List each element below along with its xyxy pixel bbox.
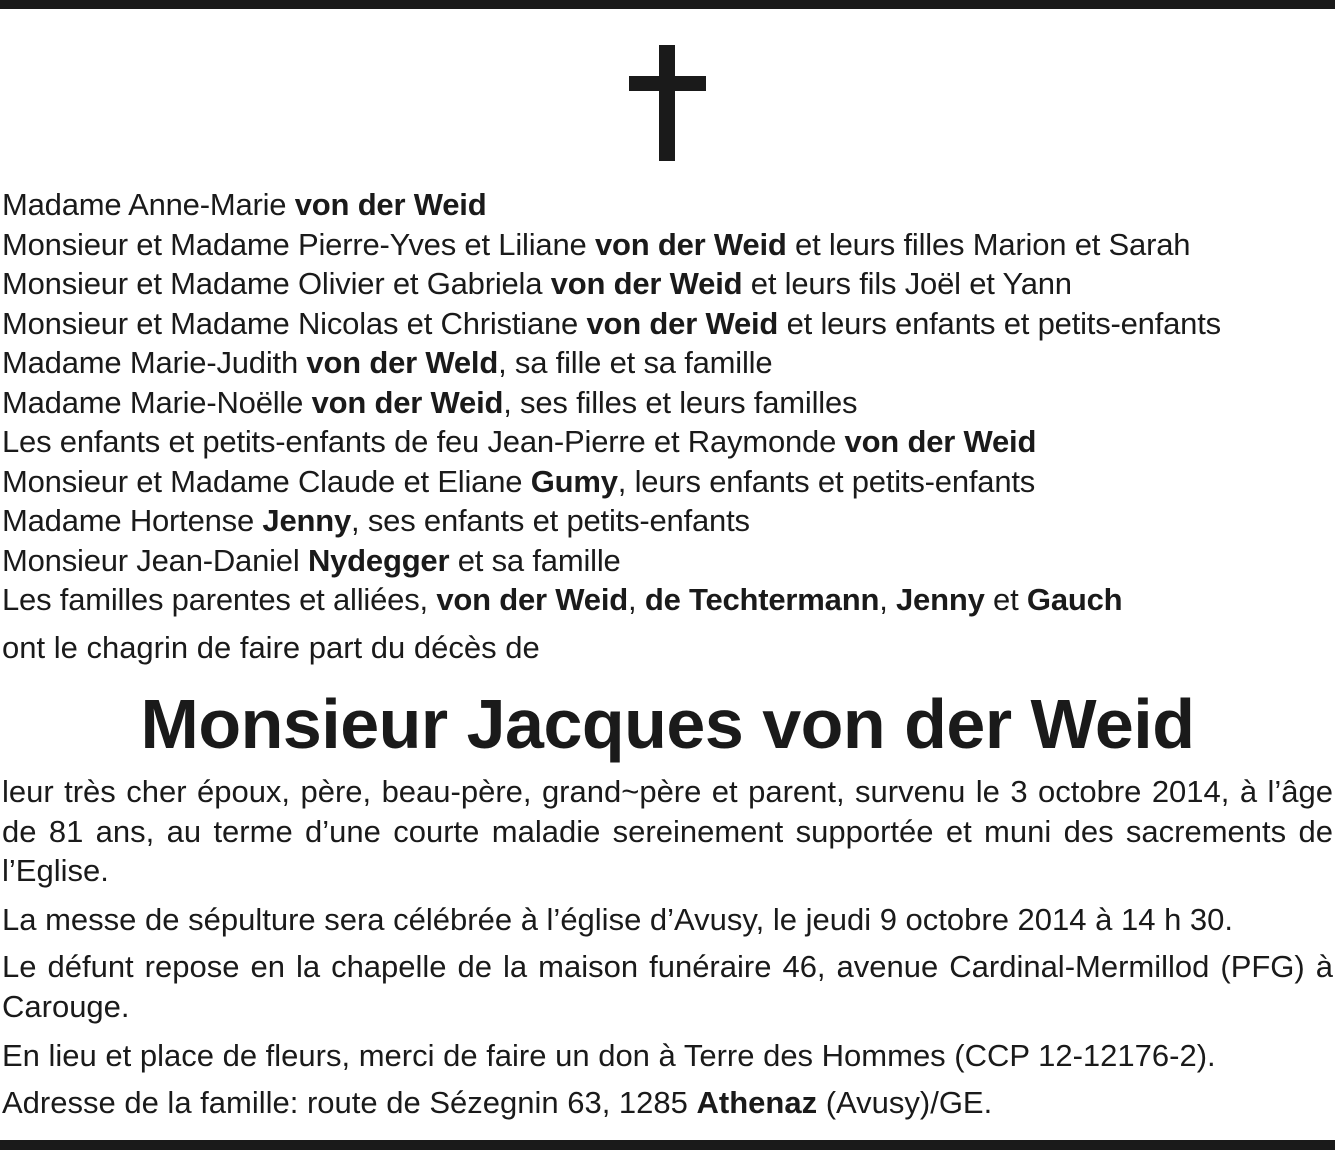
announcement-intro: ont le chagrin de faire part du décès de <box>2 630 540 665</box>
mourner-text: Les enfants et petits-enfants de feu Jean-Pierre et Raymonde <box>2 424 845 459</box>
address-town: Athenaz <box>696 1085 818 1120</box>
families-line <box>2 580 1335 620</box>
latin-cross-icon <box>629 45 706 161</box>
mourner-family-name: von der Weid <box>586 305 779 341</box>
top-border-rule <box>0 0 1335 9</box>
mourner-family-name: von der Weid <box>311 384 504 420</box>
mourner-line <box>2 264 1335 304</box>
mourner-text: Madame Marie-Noëlle <box>2 384 312 420</box>
mourner-text: et sa famille <box>449 542 621 578</box>
mourner-text: Monsieur et Madame Olivier et Gabriela <box>2 266 551 301</box>
mourner-text: Monsieur Jean-Daniel <box>2 542 308 578</box>
mourner-line <box>2 541 1335 581</box>
mourner-line <box>2 383 1335 423</box>
families-separator: , <box>879 582 897 617</box>
mourner-line <box>2 304 1335 344</box>
family-name-gauch: Gauch <box>1026 582 1123 617</box>
mourner-family-name: Nydegger <box>307 542 450 578</box>
families-text: Les familles parentes et alliées, <box>2 582 437 617</box>
mourner-family-name: Gumy <box>530 463 618 499</box>
mourner-line <box>2 501 1335 541</box>
mourner-text: Madame Anne-Marie <box>2 187 295 222</box>
mourner-family-name: von der Weld <box>306 345 499 380</box>
donation-paragraph: En lieu et place de fleurs, merci de faire un don à Terre des Hommes (CCP 12-12176-2). <box>2 1038 1216 1073</box>
mourner-text: , sa fille et sa famille <box>498 345 773 380</box>
viewing-location-paragraph: Le défunt repose en la chapelle de la maison funéraire 46, avenue Cardinal-Mermillod (PFG) à Carouge. <box>2 949 1333 1024</box>
mourner-text: Monsieur et Madame Nicolas et Christiane <box>2 305 587 341</box>
mourner-text: , ses filles et leurs familles <box>503 384 858 420</box>
mourner-line <box>2 225 1335 265</box>
funeral-mass-paragraph: La messe de sépulture sera célébrée à l’église d’Avusy, le jeudi 9 octobre 2014 à 14 h 30. <box>2 902 1234 937</box>
deceased-name-heading: Monsieur Jacques von der Weid <box>140 685 1195 763</box>
address-text: (Avusy)/GE. <box>817 1085 993 1120</box>
mourner-text: , leurs enfants et petits-enfants <box>617 463 1036 499</box>
mourner-text: Madame Hortense <box>2 503 263 538</box>
mourner-family-name: von der Weid <box>550 266 743 301</box>
mourner-text: Monsieur et Madame Pierre-Yves et Liliane <box>2 226 595 262</box>
mourner-family-name: Jenny <box>262 503 352 538</box>
mourner-line <box>2 343 1335 383</box>
cross-vertical-bar <box>659 45 675 161</box>
mourner-text: , ses enfants et petits-enfants <box>351 503 750 538</box>
family-name-von-der-weid: von der Weid <box>436 582 628 617</box>
relation-paragraph: leur très cher époux, père, beau-père, grand~père et parent, survenu le 3 octobre 2014, à l’âge de 81 ans, au terme d’une courte maladie sereinement supportée et muni des sacrements de l’Eglise. <box>2 774 1333 888</box>
family-address-paragraph <box>2 1083 1333 1123</box>
mourner-line <box>2 462 1335 502</box>
mourner-text: et leurs fils Joël et Yann <box>742 266 1072 301</box>
mourner-family-name: von der Weid <box>844 424 1037 459</box>
cross-horizontal-bar <box>629 76 706 91</box>
mourner-line <box>2 422 1335 462</box>
mourner-text: et leurs enfants et petits-enfants <box>778 305 1221 341</box>
bottom-border-rule <box>0 1140 1335 1150</box>
family-name-jenny: Jenny <box>896 582 985 617</box>
mourner-text: et leurs filles Marion et Sarah <box>786 226 1191 262</box>
mourner-line <box>2 185 1335 225</box>
families-separator: , <box>628 582 645 617</box>
mourner-text: Monsieur et Madame Claude et Eliane <box>2 463 531 499</box>
family-name-de-techtermann: de Techtermann <box>644 582 880 617</box>
mourner-family-name: von der Weid <box>294 187 487 222</box>
mourner-family-name: von der Weid <box>594 226 787 262</box>
address-text: Adresse de la famille: route de Sézegnin 63, 1285 <box>2 1085 697 1120</box>
families-separator: et <box>984 582 1027 617</box>
mourners-list <box>2 185 1335 620</box>
mourner-text: Madame Marie-Judith <box>2 345 307 380</box>
